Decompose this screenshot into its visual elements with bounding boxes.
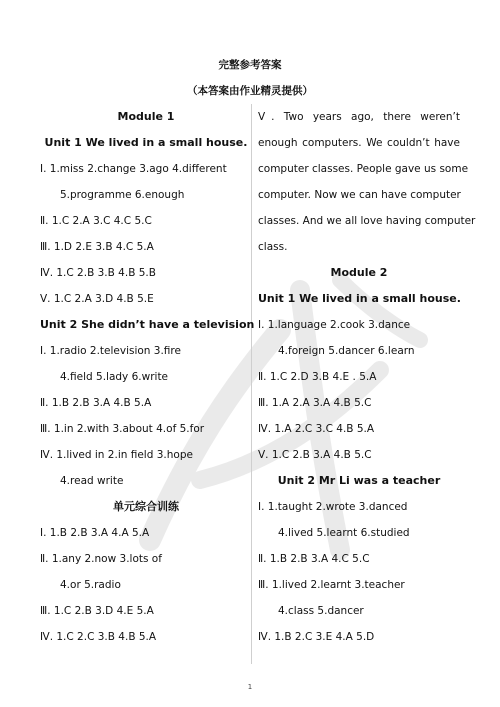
page-number: 1 (247, 683, 253, 691)
answer-line: class. (258, 241, 288, 253)
answer-line: Ⅱ. 1.any 2.now 3.lots of (40, 553, 162, 565)
answer-line: Ⅲ. 1.in 2.with 3.about 4.of 5.for (40, 423, 205, 435)
answer-line: 4.read write (60, 475, 124, 487)
answer-line: Ⅳ. 1.C 2.C 3.B 4.B 5.A (40, 631, 157, 643)
section-heading: 单元综合训练 (113, 500, 179, 513)
answer-line: Ⅳ. 1.A 2.C 3.C 4.B 5.A (258, 423, 375, 435)
answer-line: 4.foreign 5.dancer 6.learn (278, 345, 415, 357)
answer-line: Ⅴ. 1.C 2.B 3.A 4.B 5.C (258, 449, 372, 461)
answer-line: Ⅲ. 1.D 2.E 3.B 4.C 5.A (40, 241, 154, 253)
answer-line: 4.lived 5.learnt 6.studied (278, 527, 410, 539)
section-heading: Unit 2 Mr Li was a teacher (277, 474, 441, 487)
section-heading: Module 2 (330, 266, 388, 279)
left-answer-column (40, 104, 255, 650)
answer-line: enough computers. We couldn’t have (258, 137, 460, 149)
answer-line: Ⅰ. 1.radio 2.television 3.fire (40, 345, 181, 357)
answer-line: Ⅳ. 1.C 2.B 3.B 4.B 5.B (40, 267, 156, 279)
answer-line: Ⅴ. 1.C 2.A 3.D 4.B 5.E (40, 293, 154, 305)
answer-line: Ⅰ. 1.miss 2.change 3.ago 4.different (40, 163, 227, 175)
answer-line: computer. Now we can have computer (258, 189, 461, 201)
right-answer-column (258, 104, 476, 650)
answer-line: Ⅰ. 1.language 2.cook 3.dance (258, 319, 411, 331)
answer-line: 4.or 5.radio (60, 579, 121, 591)
answer-line: Ⅰ. 1.B 2.B 3.A 4.A 5.A (40, 527, 150, 539)
answer-line: Ⅱ. 1.B 2.B 3.A 4.C 5.C (258, 553, 370, 565)
answer-line: Ⅲ. 1.C 2.B 3.D 4.E 5.A (40, 605, 154, 617)
section-heading: Module 1 (117, 110, 175, 123)
answer-line: 4.class 5.dancer (278, 605, 364, 617)
answer-line: Ⅱ. 1.B 2.B 3.A 4.B 5.A (40, 397, 152, 409)
answer-line: 5.programme 6.enough (60, 189, 185, 201)
answer-line: 4.field 5.lady 6.write (60, 371, 169, 383)
answer-line: Ⅰ. 1.taught 2.wrote 3.danced (258, 501, 408, 513)
answer-line: classes. And we all love having computer (258, 215, 476, 227)
page-title: 完整参考答案 (218, 59, 282, 71)
section-heading: Unit 2 She didn’t have a television (40, 318, 255, 331)
answer-line: Ⅲ. 1.A 2.A 3.A 4.B 5.C (258, 397, 372, 409)
answer-line: Ⅳ. 1.lived in 2.in field 3.hope (40, 449, 193, 461)
answer-line: Ⅲ. 1.lived 2.learnt 3.teacher (258, 579, 405, 591)
section-heading: Unit 1 We lived in a small house. (44, 136, 248, 149)
answer-line: Ⅳ. 1.B 2.C 3.E 4.A 5.D (258, 631, 375, 643)
section-heading: Unit 1 We lived in a small house. (258, 292, 461, 305)
answer-line: Ⅱ. 1.C 2.A 3.C 4.C 5.C (40, 215, 152, 227)
answer-line: computer classes. People gave us some (258, 163, 469, 175)
page-subtitle: （本答案由作业精灵提供） (187, 85, 313, 97)
answer-line: Ⅱ. 1.C 2.D 3.B 4.E . 5.A (258, 371, 377, 383)
answer-line: Ⅴ. Two years ago, there weren’t (258, 111, 460, 123)
